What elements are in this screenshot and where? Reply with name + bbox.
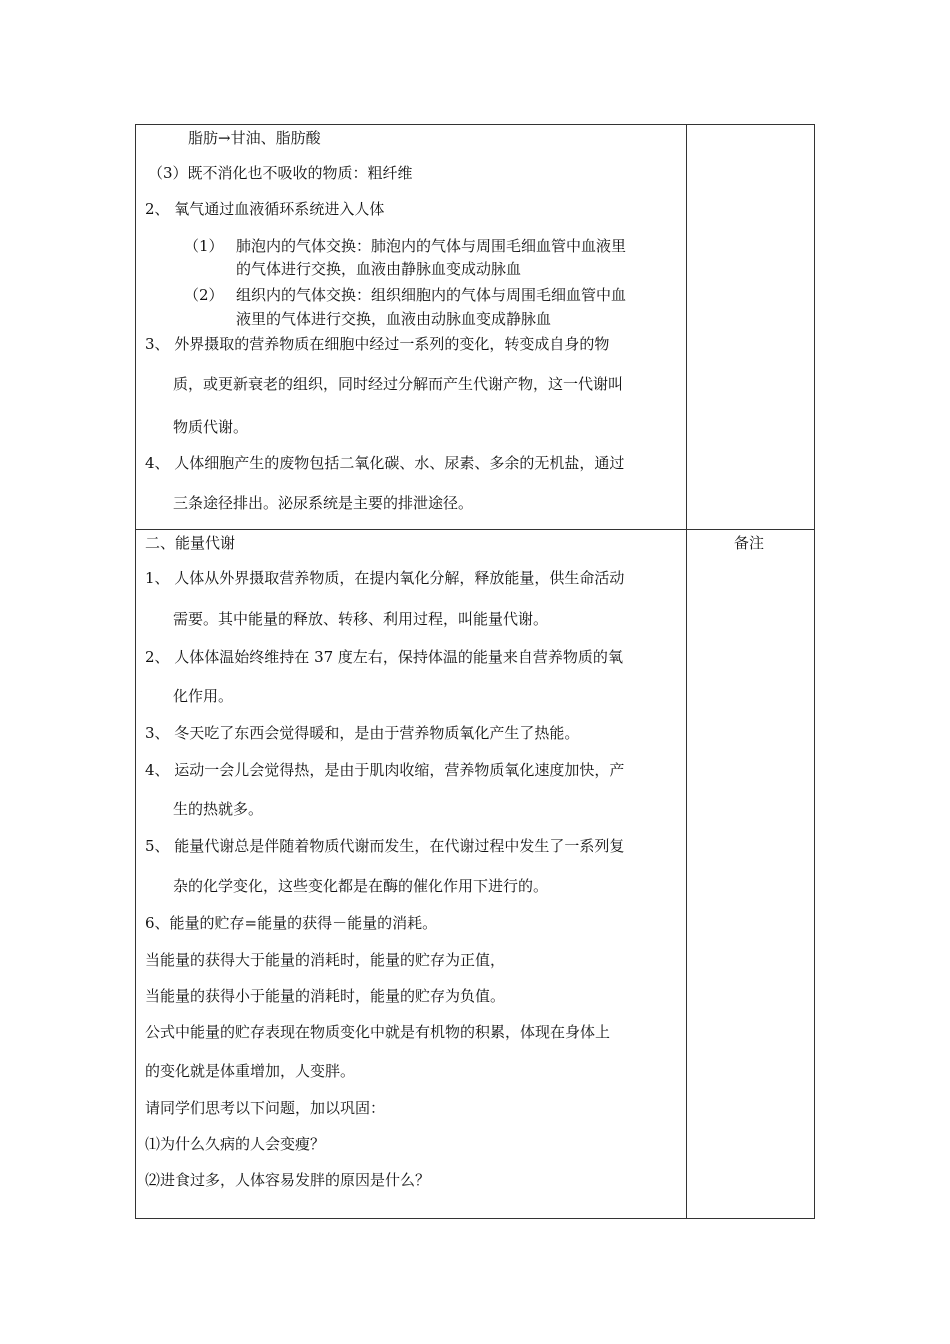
list-marker: （2）: [184, 286, 224, 304]
text-line: 三条途径排出。泌尿系统是主要的排泄途径。: [173, 494, 474, 512]
text-line: 液里的气体进行交换，血液由动脉血变成静脉血: [236, 310, 552, 328]
text-line: 1、 人体从外界摄取营养物质，在提内氧化分解，释放能量，供生命活动: [145, 569, 625, 587]
column-divider: [686, 124, 687, 1219]
text-line: 生的热就多。: [173, 800, 264, 818]
text-line: 5、 能量代谢总是伴随着物质代谢而发生，在代谢过程中发生了一系列复: [145, 837, 625, 855]
text-line: 需要。其中能量的释放、转移、利用过程，叫能量代谢。: [173, 610, 549, 628]
text-line: 3、 冬天吃了东西会觉得暖和，是由于营养物质氧化产生了热能。: [145, 724, 580, 742]
text-line: 的气体进行交换，血液由静脉血变成动脉血: [236, 260, 522, 278]
text-line: 2、 氧气通过血液循环系统进入人体: [145, 200, 385, 218]
text-line: 化作用。: [173, 687, 234, 705]
text-line: 的变化就是体重增加，人变胖。: [145, 1062, 356, 1080]
question-2: ⑵进食过多，人体容易发胖的原因是什么？: [145, 1171, 431, 1189]
text-line: 组织内的气体交换：组织细胞内的气体与周围毛细血管中血: [236, 286, 627, 304]
question-1: ⑴为什么久病的人会变瘦？: [145, 1135, 326, 1153]
text-line: 6、能量的贮存=能量的获得－能量的消耗。: [145, 914, 438, 932]
text-line: 3、 外界摄取的营养物质在细胞中经过一系列的变化，转变成自身的物: [145, 335, 610, 353]
text-line: 2、 人体体温始终维持在 37 度左右，保持体温的能量来自营养物质的氧: [145, 648, 623, 666]
remarks-heading: 备注: [734, 534, 765, 552]
text-line: 肺泡内的气体交换：肺泡内的气体与周围毛细血管中血液里: [236, 237, 627, 255]
text-line: 物质代谢。: [173, 418, 249, 436]
text-line: 当能量的获得小于能量的消耗时，能量的贮存为负值。: [145, 987, 506, 1005]
text-line: 脂肪→甘油、脂肪酸: [188, 129, 321, 147]
text-line: 杂的化学变化，这些变化都是在酶的催化作用下进行的。: [173, 877, 549, 895]
text-line: 请同学们思考以下问题，加以巩固：: [145, 1099, 386, 1117]
text-line: 质，或更新衰老的组织，同时经过分解而产生代谢产物，这一代谢叫: [173, 375, 624, 393]
row-divider: [135, 529, 815, 530]
list-marker: （1）: [184, 237, 224, 255]
section-heading: 二、能量代谢: [145, 534, 236, 552]
text-line: 4、 人体细胞产生的废物包括二氧化碳、水、尿素、多余的无机盐，通过: [145, 454, 625, 472]
text-line: （3）既不消化也不吸收的物质：粗纤维: [148, 164, 413, 182]
text-line: 4、 运动一会儿会觉得热，是由于肌肉收缩，营养物质氧化速度加快，产: [145, 761, 625, 779]
text-line: 当能量的获得大于能量的消耗时，能量的贮存为正值，: [145, 951, 506, 969]
text-line: 公式中能量的贮存表现在物质变化中就是有机物的积累，体现在身体上: [145, 1023, 611, 1041]
